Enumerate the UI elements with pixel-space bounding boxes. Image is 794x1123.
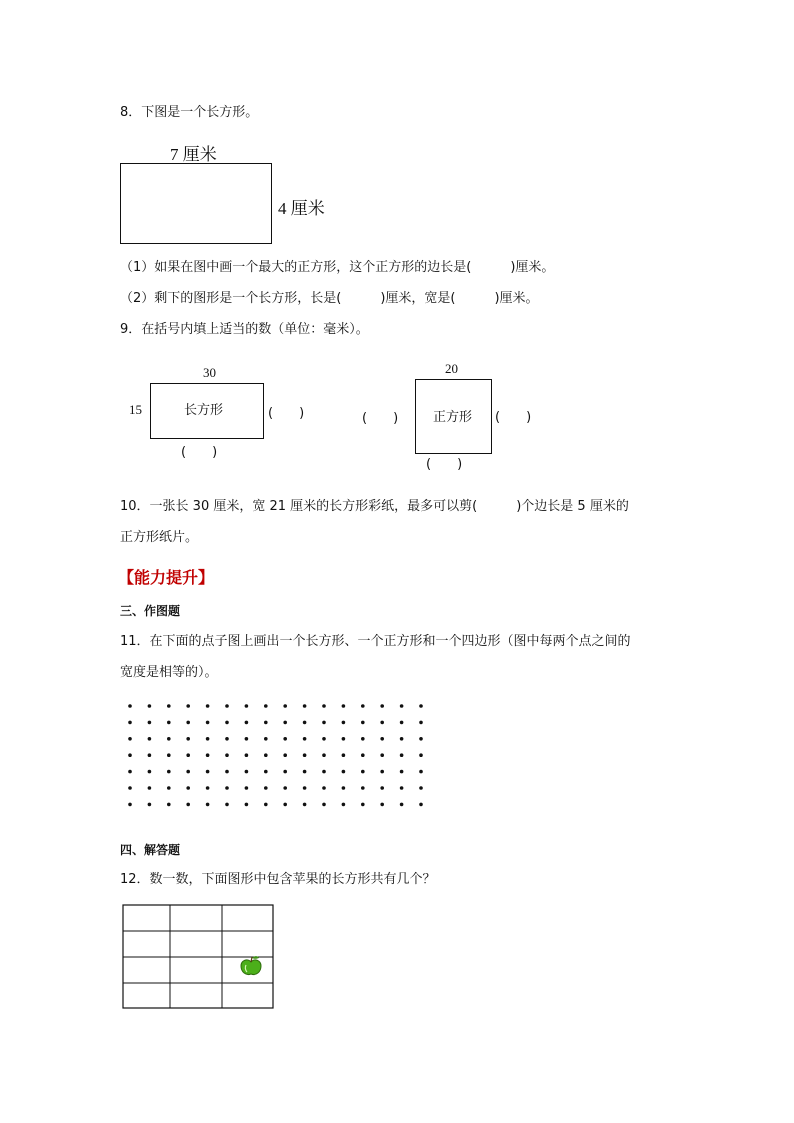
q9-rect-text: 长方形 (184, 403, 224, 418)
q9-rect-right-blank: ( ) (268, 406, 305, 421)
grid-dot[interactable] (186, 737, 190, 741)
grid-dot[interactable] (342, 704, 346, 708)
grid-dot[interactable] (322, 753, 326, 757)
grid-dot[interactable] (245, 737, 249, 741)
grid-dot[interactable] (167, 786, 171, 790)
grid-dot[interactable] (264, 737, 268, 741)
q9-rect-bottom-blank: ( ) (181, 445, 218, 460)
grid-dot[interactable] (303, 753, 307, 757)
grid-dot[interactable] (186, 753, 190, 757)
grid-dot[interactable] (283, 737, 287, 741)
grid-dot[interactable] (264, 753, 268, 757)
q8-height-label: 4 厘米 (278, 199, 325, 218)
q11-line1: 11．在下面的点子图上画出一个长方形、一个正方形和一个四边形（图中每两个点之间的 (120, 634, 631, 649)
grid-dot[interactable] (400, 770, 404, 774)
grid-dot[interactable] (322, 770, 326, 774)
grid-dot[interactable] (186, 704, 190, 708)
grid-dot[interactable] (225, 737, 229, 741)
q12-grid-figure (120, 903, 276, 1009)
grid-dot[interactable] (167, 721, 171, 725)
grid-dot[interactable] (245, 704, 249, 708)
grid-dot[interactable] (361, 704, 365, 708)
q9-rect-top-label: 30 (203, 365, 216, 380)
grid-dot[interactable] (225, 786, 229, 790)
grid-dot[interactable] (167, 770, 171, 774)
grid-dot[interactable] (419, 721, 423, 725)
grid-dot[interactable] (245, 753, 249, 757)
grid-dot[interactable] (225, 704, 229, 708)
apple-icon (241, 956, 261, 974)
grid-dot[interactable] (128, 753, 132, 757)
grid-dot[interactable] (264, 803, 268, 807)
grid-dot[interactable] (283, 753, 287, 757)
section-ability-title: 【能力提升】 (118, 568, 215, 587)
grid-dot[interactable] (322, 803, 326, 807)
grid-dot[interactable] (283, 786, 287, 790)
grid-dot[interactable] (206, 770, 210, 774)
grid-dot[interactable] (283, 721, 287, 725)
q9-square-left-blank: ( ) (362, 411, 399, 426)
grid-dot[interactable] (128, 770, 132, 774)
grid-dot[interactable] (400, 721, 404, 725)
q11-line2: 宽度是相等的）。 (120, 665, 218, 680)
grid-dot[interactable] (419, 737, 423, 741)
grid-dot[interactable] (303, 803, 307, 807)
grid-dot[interactable] (361, 753, 365, 757)
grid-dot[interactable] (419, 704, 423, 708)
grid-dot[interactable] (148, 753, 152, 757)
grid-dot[interactable] (400, 786, 404, 790)
grid-dot[interactable] (303, 737, 307, 741)
grid-dot[interactable] (303, 786, 307, 790)
q8-sub1: （1）如果在图中画一个最大的正方形，这个正方形的边长是( )厘米。 (120, 260, 555, 275)
grid-dot[interactable] (380, 786, 384, 790)
grid-dot[interactable] (245, 786, 249, 790)
grid-dot[interactable] (342, 753, 346, 757)
grid-dot[interactable] (303, 704, 307, 708)
grid-dot[interactable] (361, 803, 365, 807)
grid-dot[interactable] (380, 721, 384, 725)
grid-dot[interactable] (342, 803, 346, 807)
grid-dot[interactable] (342, 721, 346, 725)
grid-dot[interactable] (128, 786, 132, 790)
grid-dot[interactable] (419, 803, 423, 807)
section4-title: 四、解答题 (120, 843, 181, 857)
grid-dot[interactable] (186, 786, 190, 790)
grid-dot[interactable] (264, 721, 268, 725)
grid-dot[interactable] (380, 704, 384, 708)
grid-dot[interactable] (322, 721, 326, 725)
grid-dot[interactable] (167, 753, 171, 757)
grid-dot[interactable] (419, 770, 423, 774)
grid-dot[interactable] (380, 803, 384, 807)
grid-dot[interactable] (400, 704, 404, 708)
grid-dot[interactable] (322, 737, 326, 741)
grid-dot[interactable] (186, 803, 190, 807)
q9-square-bottom-blank: ( ) (426, 457, 463, 472)
grid-dot[interactable] (148, 803, 152, 807)
grid-dot[interactable] (206, 753, 210, 757)
grid-dot[interactable] (264, 704, 268, 708)
grid-dot[interactable] (361, 721, 365, 725)
grid-dot[interactable] (148, 721, 152, 725)
grid-dot[interactable] (225, 721, 229, 725)
grid-dot[interactable] (264, 786, 268, 790)
grid-dot[interactable] (380, 770, 384, 774)
grid-dot[interactable] (206, 786, 210, 790)
q9-square-text: 正方形 (433, 410, 473, 425)
grid-dot[interactable] (380, 753, 384, 757)
section3-title: 三、作图题 (120, 604, 181, 618)
grid-dot[interactable] (264, 770, 268, 774)
grid-dot[interactable] (148, 704, 152, 708)
grid-dot[interactable] (361, 770, 365, 774)
q8-rectangle (120, 163, 272, 244)
grid-dot[interactable] (245, 803, 249, 807)
grid-dot[interactable] (206, 803, 210, 807)
grid-dot[interactable] (186, 721, 190, 725)
q8-title: 8．下图是一个长方形。 (120, 105, 259, 120)
grid-dot[interactable] (322, 786, 326, 790)
grid-dot[interactable] (167, 704, 171, 708)
grid-dot[interactable] (245, 721, 249, 725)
q8-sub2: （2）剩下的图形是一个长方形，长是( )厘米，宽是( )厘米。 (120, 291, 539, 306)
q10-line2: 正方形纸片。 (120, 530, 199, 545)
grid-dot[interactable] (225, 803, 229, 807)
grid-dot[interactable] (128, 704, 132, 708)
q9-rect-left-label: 15 (129, 402, 142, 417)
grid-dot[interactable] (303, 770, 307, 774)
grid-dot[interactable] (206, 721, 210, 725)
grid-dot[interactable] (361, 786, 365, 790)
grid-dot[interactable] (342, 737, 346, 741)
grid-dot[interactable] (342, 786, 346, 790)
grid-dot[interactable] (303, 721, 307, 725)
grid-dot[interactable] (400, 737, 404, 741)
grid-dot[interactable] (225, 753, 229, 757)
grid-dot[interactable] (400, 803, 404, 807)
q8-width-label: 7 厘米 (170, 145, 217, 164)
grid-dot[interactable] (206, 737, 210, 741)
grid-dot[interactable] (167, 737, 171, 741)
grid-dot[interactable] (283, 770, 287, 774)
grid-dot[interactable] (361, 737, 365, 741)
grid-dot[interactable] (167, 803, 171, 807)
grid-dot[interactable] (283, 704, 287, 708)
q9-title: 9．在括号内填上适当的数（单位：毫米）。 (120, 322, 369, 337)
grid-dot[interactable] (128, 737, 132, 741)
grid-dot[interactable] (148, 786, 152, 790)
q12-title: 12．数一数，下面图形中包含苹果的长方形共有几个？ (120, 872, 436, 887)
grid-dot[interactable] (283, 803, 287, 807)
q9-square-top-label: 20 (445, 361, 458, 376)
grid-dot[interactable] (206, 704, 210, 708)
grid-dot[interactable] (148, 737, 152, 741)
grid-dot[interactable] (419, 786, 423, 790)
grid-dot[interactable] (322, 704, 326, 708)
grid-dot[interactable] (225, 770, 229, 774)
grid-dot[interactable] (400, 753, 404, 757)
grid-dot[interactable] (419, 753, 423, 757)
grid-dot[interactable] (128, 721, 132, 725)
grid-dot[interactable] (128, 803, 132, 807)
grid-dot[interactable] (245, 770, 249, 774)
dot-grid[interactable] (120, 698, 450, 823)
grid-dot[interactable] (148, 770, 152, 774)
q10-line1: 10．一张长 30 厘米，宽 21 厘米的长方形彩纸，最多可以剪( )个边长是 5 厘米的 (120, 499, 629, 514)
grid-dot[interactable] (186, 770, 190, 774)
q9-square-right-blank: ( ) (495, 410, 532, 425)
grid-dot[interactable] (342, 770, 346, 774)
grid-dot[interactable] (380, 737, 384, 741)
